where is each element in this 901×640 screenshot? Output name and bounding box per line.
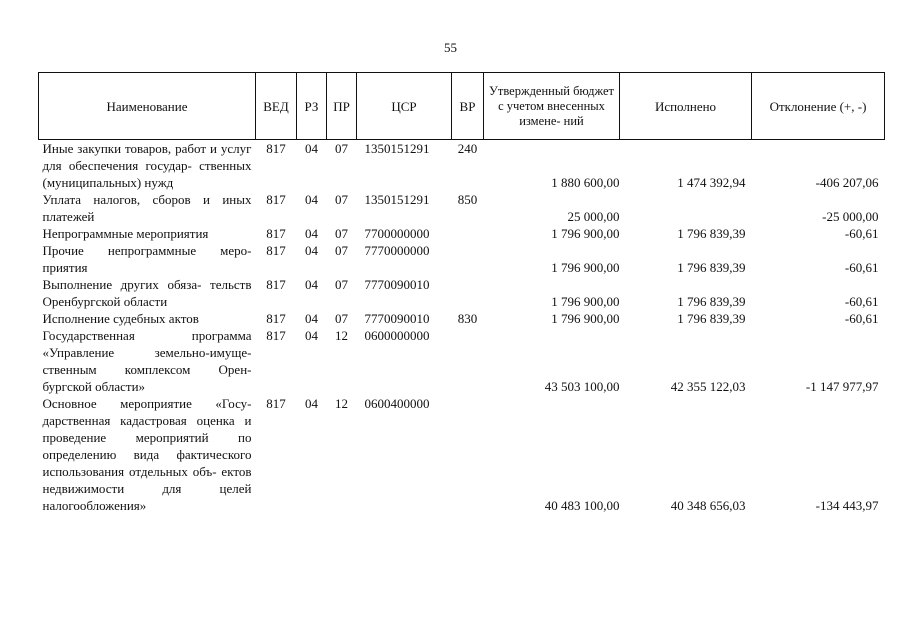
- row-rz: 04: [305, 192, 318, 207]
- table-row: [39, 310, 885, 327]
- row-deviation: -25 000,00: [822, 209, 879, 224]
- header-executed: Исполнено: [620, 73, 752, 140]
- row-name: Выполнение других обяза- тельств Оренбургской области: [42, 277, 252, 309]
- row-name: Прочие непрограммные меро- приятия: [42, 243, 252, 275]
- row-pr: 07: [335, 141, 348, 156]
- row-rz: 04: [305, 226, 318, 241]
- row-rz: 04: [305, 311, 318, 326]
- table-row: [39, 395, 885, 514]
- row-executed: 1 796 839,39: [677, 311, 746, 326]
- row-pr: 12: [335, 396, 348, 411]
- row-deviation: -60,61: [844, 311, 879, 326]
- row-executed: 40 348 656,03: [670, 498, 746, 513]
- row-ved: 817: [266, 192, 286, 207]
- row-approved: 25 000,00: [567, 209, 620, 224]
- row-vr: [452, 327, 484, 395]
- row-pr: 12: [335, 328, 348, 343]
- table-header-row: [39, 73, 885, 140]
- header-deviation: Отклонение (+, -): [752, 73, 885, 140]
- row-ved: 817: [266, 277, 286, 292]
- row-executed: 1 796 839,39: [677, 294, 746, 309]
- row-approved: 1 796 900,00: [551, 226, 620, 241]
- row-approved: 43 503 100,00: [544, 379, 620, 394]
- table-row: [39, 191, 885, 225]
- row-pr: 07: [335, 277, 348, 292]
- table-row: [39, 276, 885, 310]
- row-pr: 07: [335, 311, 348, 326]
- row-executed: [620, 191, 752, 225]
- header-rz: РЗ: [297, 73, 327, 140]
- row-pr: 07: [335, 226, 348, 241]
- row-approved: 1 796 900,00: [551, 294, 620, 309]
- row-csr: 7700000000: [364, 226, 430, 241]
- row-rz: 04: [305, 396, 318, 411]
- row-executed: 1 796 839,39: [677, 260, 746, 275]
- row-name: Исполнение судебных актов: [42, 311, 199, 326]
- row-csr: 1350151291: [364, 141, 430, 156]
- row-csr: 0600400000: [364, 396, 430, 411]
- row-deviation: -406 207,06: [815, 175, 879, 190]
- row-rz: 04: [305, 141, 318, 156]
- row-vr: 830: [457, 311, 478, 326]
- row-name: Государственная программа «Управление земельно-имуще- ственным комплексом Орен- бургской области»: [42, 328, 252, 394]
- row-approved: 1 880 600,00: [551, 175, 620, 190]
- row-approved: 40 483 100,00: [544, 498, 620, 513]
- page-number: 55: [444, 40, 457, 55]
- header-name: Наименование: [39, 73, 256, 140]
- row-deviation: -60,61: [844, 226, 879, 241]
- row-approved: 1 796 900,00: [551, 311, 620, 326]
- row-vr: [452, 395, 484, 514]
- row-deviation: -60,61: [844, 260, 879, 275]
- row-ved: 817: [266, 226, 286, 241]
- row-ved: 817: [266, 396, 286, 411]
- row-vr: [452, 242, 484, 276]
- row-pr: 07: [335, 243, 348, 258]
- row-vr: [452, 225, 484, 242]
- row-deviation: -60,61: [844, 294, 879, 309]
- header-pr: ПР: [327, 73, 357, 140]
- header-approved-budget: Утвержденный бюджет с учетом внесенных измене- ний: [484, 73, 620, 140]
- row-ved: 817: [266, 311, 286, 326]
- row-vr: 240: [457, 141, 478, 156]
- row-executed: 1 796 839,39: [677, 226, 746, 241]
- header-ved: ВЕД: [256, 73, 297, 140]
- table-row: [39, 140, 885, 192]
- row-name: Основное мероприятие «Госу- дарственная кадастровая оценка и проведение мероприятий по определению вида фактического использования отдельных объ- ектов недвижимости для целей налогообложения»: [42, 396, 252, 513]
- row-rz: 04: [305, 328, 318, 343]
- row-rz: 04: [305, 243, 318, 258]
- row-name: Уплата налогов, сборов и иных платежей: [42, 192, 252, 224]
- row-rz: 04: [305, 277, 318, 292]
- row-vr: [452, 276, 484, 310]
- row-name: Иные закупки товаров, работ и услуг для обеспечения государ- ственных (муниципальных) нужд: [42, 141, 252, 190]
- header-csr: ЦСР: [357, 73, 452, 140]
- row-ved: 817: [266, 141, 286, 156]
- table-row: [39, 327, 885, 395]
- budget-execution-table: [38, 72, 885, 514]
- row-deviation: -134 443,97: [815, 498, 879, 513]
- row-executed: 42 355 122,03: [670, 379, 746, 394]
- row-csr: 0600000000: [364, 328, 430, 343]
- row-name: Непрограммные мероприятия: [42, 226, 209, 241]
- row-csr: 7770090010: [364, 311, 430, 326]
- row-deviation: -1 147 977,97: [805, 379, 879, 394]
- row-csr: 7770090010: [364, 277, 430, 292]
- table-row: [39, 242, 885, 276]
- header-vr: ВР: [452, 73, 484, 140]
- row-vr: 850: [457, 192, 478, 207]
- row-approved: 1 796 900,00: [551, 260, 620, 275]
- row-pr: 07: [335, 192, 348, 207]
- row-executed: 1 474 392,94: [677, 175, 746, 190]
- table-row: [39, 225, 885, 242]
- row-ved: 817: [266, 243, 286, 258]
- row-csr: 7770000000: [364, 243, 430, 258]
- row-ved: 817: [266, 328, 286, 343]
- row-csr: 1350151291: [364, 192, 430, 207]
